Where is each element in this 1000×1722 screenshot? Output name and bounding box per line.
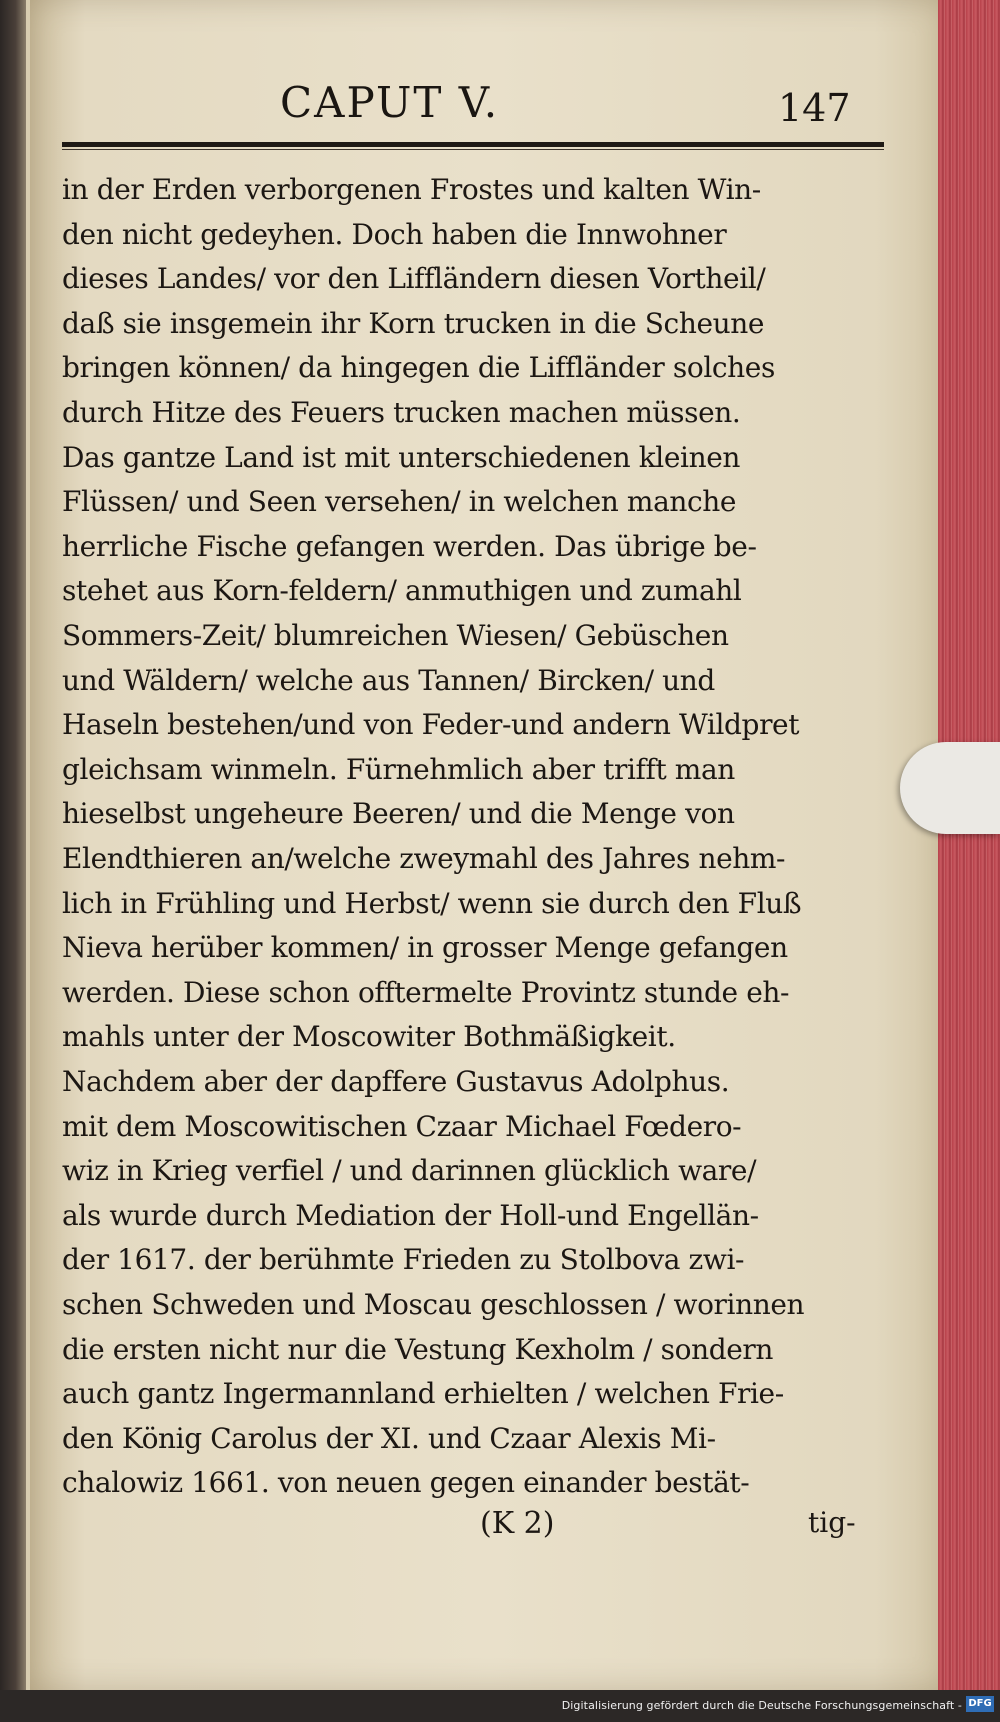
footer-credit: Digitalisierung gefördert durch die Deutsche Forschungsgemeinschaft - <box>561 1699 962 1712</box>
page-title: CAPUT V. <box>280 78 500 127</box>
page-edges <box>938 0 1000 1690</box>
signature-mark: (K 2) <box>480 1506 555 1541</box>
text-line: durch Hitze des Feuers trucken machen müssen. <box>62 396 741 429</box>
text-line: chalowiz 1661. von neuen gegen einander bestät- <box>62 1466 750 1500</box>
text-line: daß sie insgemein ihr Korn trucken in die Scheune <box>62 306 765 340</box>
text-line: Flüssen/ und Seen versehen/ in welchen manche <box>62 485 737 519</box>
scanner-thumb-tab <box>900 742 1000 834</box>
text-line: werden. Diese schon offtermelte Provintz stunde eh- <box>62 975 790 1009</box>
page-number: 147 <box>778 86 851 130</box>
text-line: lich in Frühling und Herbst/ wenn sie durch den Fluß <box>62 886 802 920</box>
text-line: Das gantze Land ist mit unterschiedenen kleinen <box>62 440 741 474</box>
text-line: mahls unter der Moscowiter Bothmäßigkeit. <box>62 1020 676 1054</box>
text-line: Elendthieren an/welche zweymahl des Jahres nehm- <box>62 842 786 875</box>
book-binding <box>0 0 26 1722</box>
catchword: tig- <box>808 1506 856 1539</box>
text-line: die ersten nicht nur die Vestung Kexholm / sondern <box>62 1332 774 1366</box>
text-line: wiz in Krieg verfiel / und darinnen glücklich ware/ <box>62 1154 757 1188</box>
text-line: den König Carolus der XI. und Czaar Alexis Mi- <box>62 1421 716 1455</box>
text-line: als wurde durch Mediation der Holl-und Engellän- <box>62 1198 759 1232</box>
text-line: Sommers-Zeit/ blumreichen Wiesen/ Gebüschen <box>62 619 729 652</box>
header-rule <box>62 142 884 147</box>
text-line: Nieva herüber kommen/ in grosser Menge gefangen <box>62 931 788 965</box>
text-line: hieselbst ungeheure Beeren/ und die Menge von <box>62 797 735 831</box>
text-line: mit dem Moscowitischen Czaar Michael Fœdero- <box>62 1109 742 1143</box>
text-line: schen Schweden und Moscau geschlossen / worinnen <box>62 1288 805 1321</box>
text-line: Haseln bestehen/und von Feder-und andern Wildpret <box>62 708 800 742</box>
text-line: dieses Landes/ vor den Liffländern diesen Vortheil/ <box>62 262 766 296</box>
text-line: und Wäldern/ welche aus Tannen/ Bircken/ und <box>62 663 715 697</box>
text-line: auch gantz Ingermannland erhielten / welchen Frie- <box>62 1377 784 1411</box>
header-rule-thin <box>62 149 884 150</box>
text-line: gleichsam winmeln. Fürnehmlich aber trifft man <box>62 752 735 786</box>
text-line: Nachdem aber der dapffere Gustavus Adolphus. <box>62 1065 730 1098</box>
text-line: herrliche Fische gefangen werden. Das übrige be- <box>62 529 757 563</box>
text-line: in der Erden verborgenen Frostes und kalten Win- <box>62 173 761 206</box>
text-line: der 1617. der berühmte Frieden zu Stolbova zwi- <box>62 1243 745 1277</box>
dfg-logo: DFG <box>966 1696 994 1712</box>
text-line: stehet aus Korn-feldern/ anmuthigen und zumahl <box>62 574 742 608</box>
text-line: den nicht gedeyhen. Doch haben die Innwohner <box>62 217 727 251</box>
text-line: bringen können/ da hingegen die Liffländer solches <box>62 351 775 385</box>
